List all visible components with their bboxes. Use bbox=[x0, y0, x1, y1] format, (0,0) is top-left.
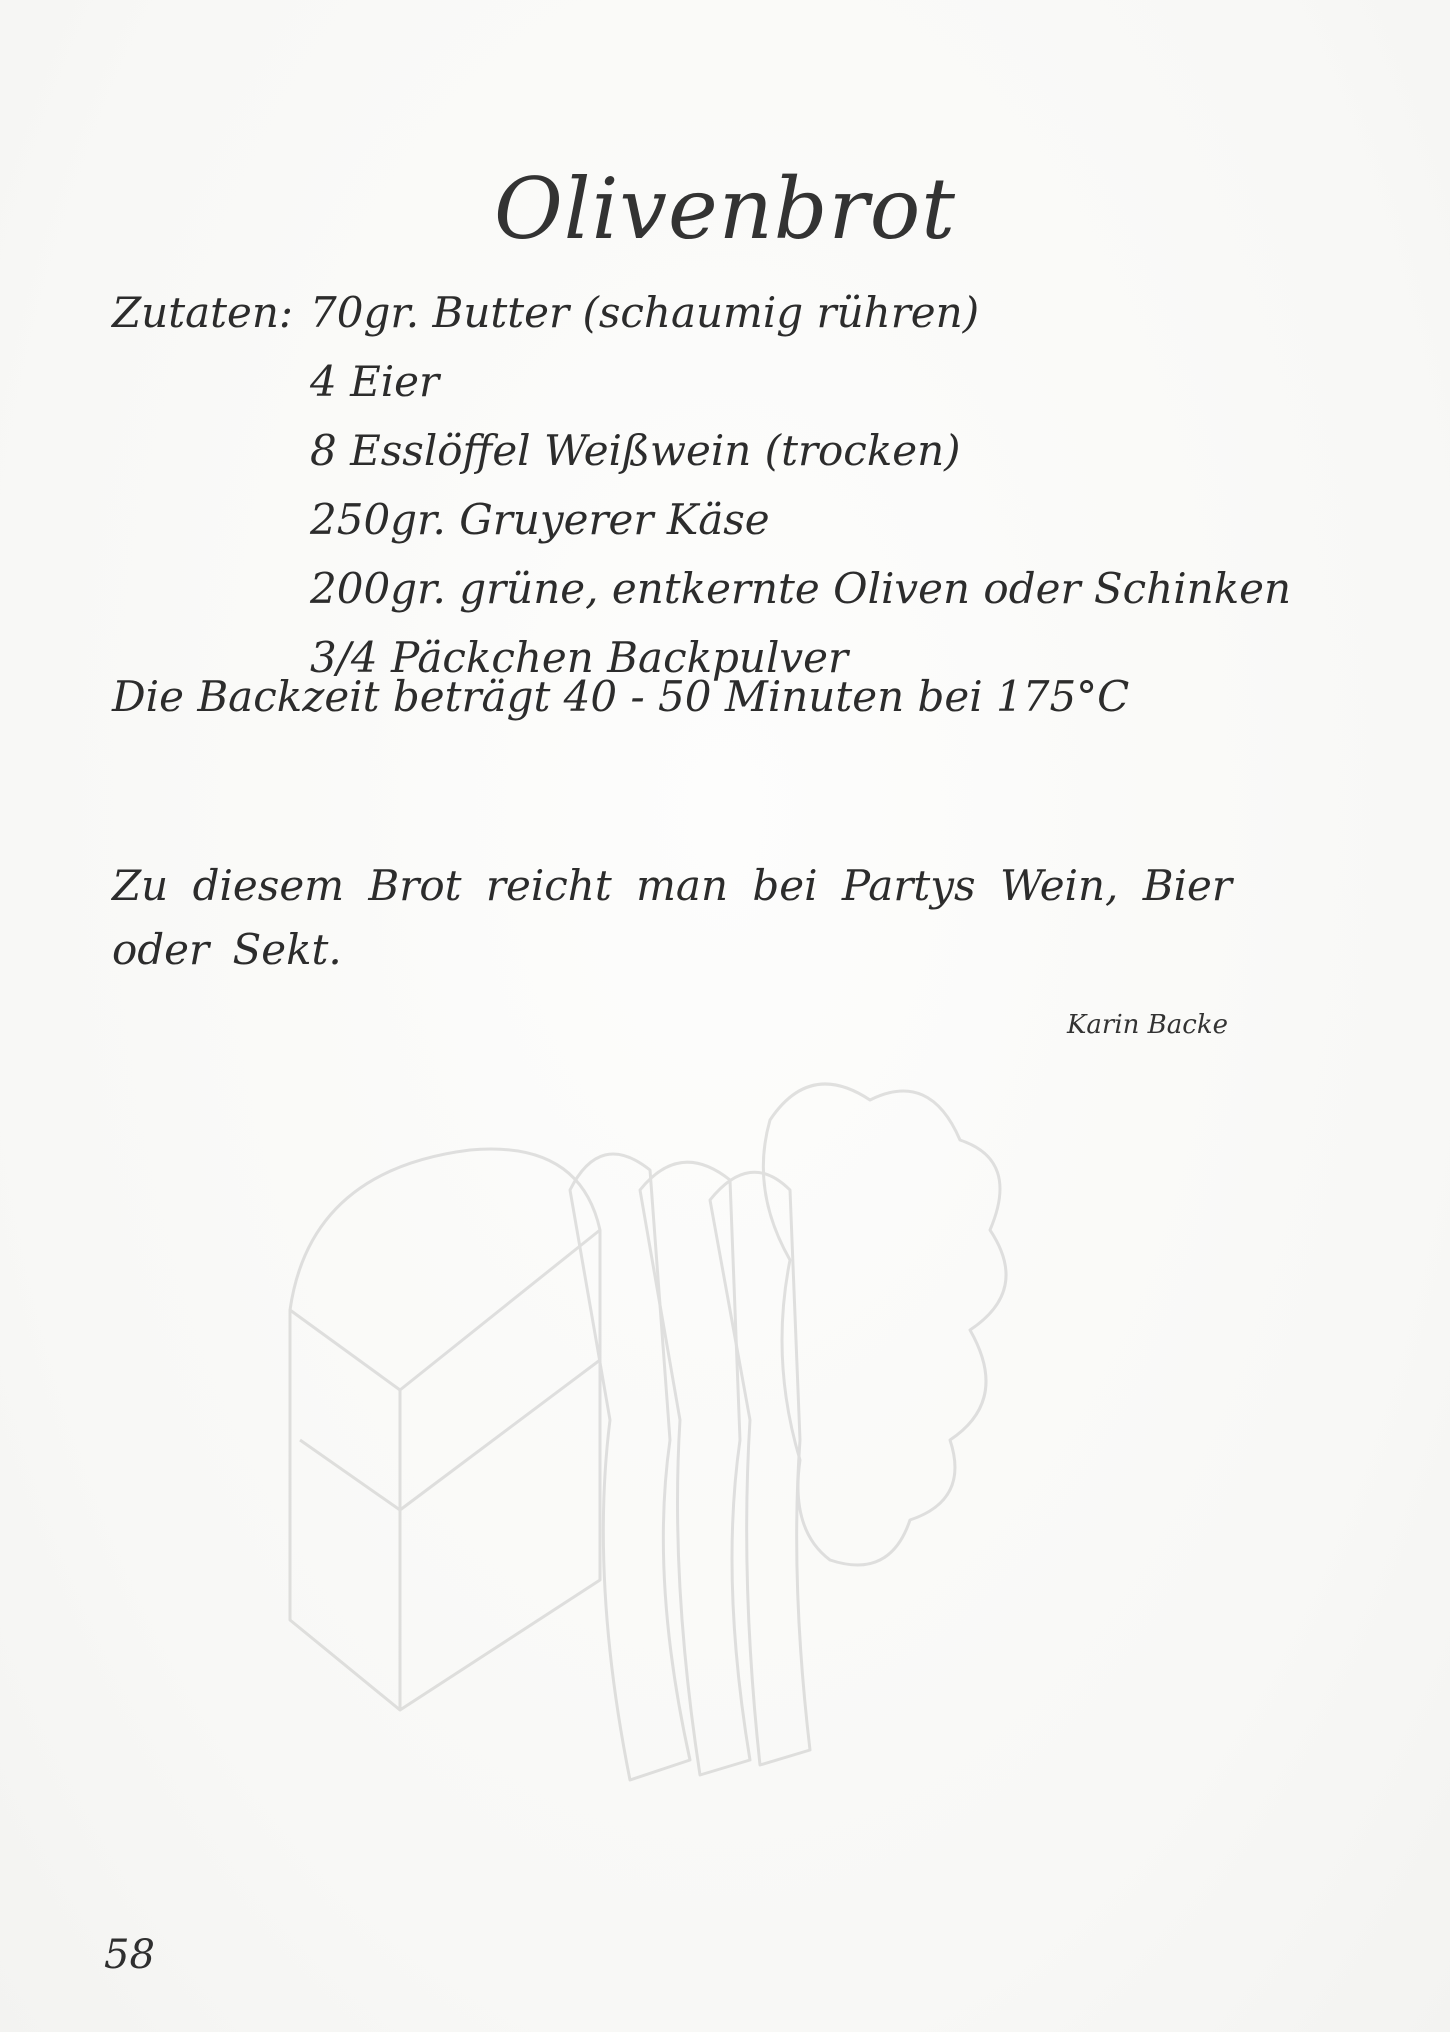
baking-time: Die Backzeit beträgt 40 - 50 Minuten bei 175°C bbox=[112, 672, 1130, 721]
serving-note: Zu diesem Brot reicht man bei Partys Wein, Bier oder Sekt. bbox=[112, 861, 1232, 974]
ingredient-row bbox=[112, 278, 1292, 347]
ingredient-row bbox=[112, 485, 1292, 554]
ingredient-row bbox=[112, 416, 1292, 485]
recipe-title: Olivenbrot bbox=[493, 160, 957, 258]
recipe-author: Karin Backe bbox=[1067, 1010, 1228, 1040]
ingredient-row bbox=[112, 347, 1292, 416]
ingredient-row bbox=[112, 554, 1292, 623]
ingredient-item: 250gr. Gruyerer Käse bbox=[310, 495, 770, 544]
ingredient-item: 8 Esslöffel Weißwein (trocken) bbox=[310, 426, 961, 475]
ingredients-label: Zutaten: bbox=[112, 288, 294, 337]
ingredient-item: 70gr. Butter (schaumig rühren) bbox=[310, 288, 980, 337]
ingredient-item: 3/4 Päckchen Backpulver bbox=[310, 633, 849, 682]
ingredient-item: 200gr. grüne, entkernte Oliven oder Schinken bbox=[310, 564, 1292, 613]
ingredient-item: 4 Eier bbox=[310, 357, 440, 406]
ingredients-section bbox=[112, 278, 1292, 692]
bread-loaf-slices-icon bbox=[270, 1060, 1030, 1840]
page-number: 58 bbox=[104, 1932, 155, 1978]
